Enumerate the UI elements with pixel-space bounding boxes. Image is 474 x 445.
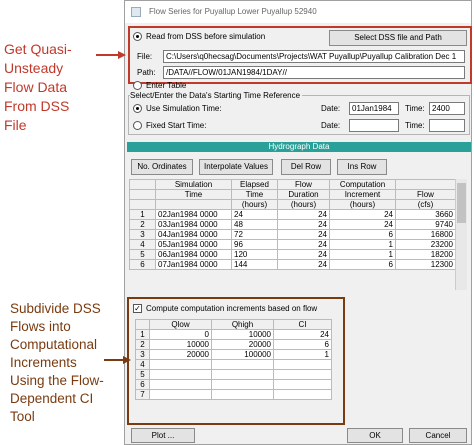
col-header: (cfs) [396, 200, 456, 210]
title-bar [125, 1, 471, 23]
date-field[interactable]: 01Jan1984 [349, 102, 399, 115]
qlow-cell[interactable] [150, 380, 212, 390]
ci-row[interactable] [136, 340, 332, 350]
col-header: Simulation [156, 180, 232, 190]
col-header: Time [232, 190, 278, 200]
flow-cell[interactable]: 18200 [396, 250, 456, 260]
ci-row[interactable] [136, 390, 332, 400]
col-header: Flow [396, 190, 456, 200]
read-dss-label: Read from DSS before simulation [146, 32, 266, 41]
col-header [396, 180, 456, 190]
ci-row[interactable] [136, 330, 332, 340]
col-header: Qhigh [212, 320, 274, 330]
flow-cell[interactable]: 3660 [396, 210, 456, 220]
callout-line: From DSS [4, 98, 70, 114]
row-header: 2 [130, 220, 156, 230]
qhigh-cell[interactable] [212, 360, 274, 370]
callout-line: Computational [10, 337, 98, 352]
callout-line: Subdivide DSS [10, 301, 101, 316]
header-row-3 [130, 200, 456, 210]
col-header: Duration [278, 190, 330, 200]
ci-cell[interactable]: 24 [274, 330, 332, 340]
use-sim-time-radio[interactable] [133, 104, 142, 113]
elapsed-cell[interactable]: 120 [232, 250, 278, 260]
ok-button[interactable]: OK [347, 428, 403, 443]
interpolate-values-button[interactable]: Interpolate Values [199, 159, 273, 175]
qlow-cell[interactable] [150, 360, 212, 370]
increment-cell[interactable]: 1 [330, 240, 396, 250]
duration-cell[interactable]: 24 [278, 240, 330, 250]
col-header [156, 200, 232, 210]
fixed-start-label: Fixed Start Time: [146, 121, 207, 130]
ci-cell[interactable]: 1 [274, 350, 332, 360]
time2-label: Time: [405, 121, 425, 130]
date-label: Date: [321, 104, 341, 113]
col-header: (hours) [278, 200, 330, 210]
callout-ci-tool [10, 300, 104, 426]
flow-cell[interactable]: 9740 [396, 220, 456, 230]
sim-time-cell[interactable]: 06Jan1984 0000 [156, 250, 232, 260]
header-row-2 [130, 190, 456, 200]
corner-cell [130, 200, 156, 210]
qhigh-cell[interactable] [212, 380, 274, 390]
qlow-cell[interactable]: 0 [150, 330, 212, 340]
qhigh-cell[interactable] [212, 370, 274, 380]
duration-cell[interactable]: 24 [278, 210, 330, 220]
corner-cell [130, 180, 156, 190]
scrollbar-thumb[interactable] [457, 183, 466, 223]
increment-cell[interactable]: 6 [330, 260, 396, 270]
qhigh-cell[interactable]: 20000 [212, 340, 274, 350]
sim-time-cell[interactable]: 04Jan1984 0000 [156, 230, 232, 240]
flow-cell[interactable]: 12300 [396, 260, 456, 270]
qlow-cell[interactable] [150, 370, 212, 380]
compute-ci-label: Compute computation increments based on flow [146, 304, 318, 313]
table-row[interactable] [130, 240, 456, 250]
sim-time-cell[interactable]: 05Jan1984 0000 [156, 240, 232, 250]
enter-table-radio[interactable] [133, 81, 142, 90]
fixed-start-radio[interactable] [133, 121, 142, 130]
row-header: 1 [136, 330, 150, 340]
col-header: Qlow [150, 320, 212, 330]
qhigh-cell[interactable]: 100000 [212, 350, 274, 360]
table-row[interactable] [130, 220, 456, 230]
col-header: Time [156, 190, 232, 200]
flow-series-dialog [124, 0, 472, 445]
row-header: 3 [130, 230, 156, 240]
ci-cell[interactable]: 6 [274, 340, 332, 350]
time-reference-label: Select/Enter the Data's Starting Time Reference [130, 91, 301, 100]
cancel-button[interactable]: Cancel [409, 428, 467, 443]
row-header: 2 [136, 340, 150, 350]
qlow-cell[interactable]: 10000 [150, 340, 212, 350]
elapsed-cell[interactable]: 96 [232, 240, 278, 250]
elapsed-cell[interactable]: 72 [232, 230, 278, 240]
hydrograph-scrollbar[interactable] [455, 179, 467, 290]
callout-line: Dependent CI [10, 391, 94, 406]
elapsed-cell[interactable]: 144 [232, 260, 278, 270]
sim-time-cell[interactable]: 03Jan1984 0000 [156, 220, 232, 230]
col-header: Elapsed [232, 180, 278, 190]
sim-time-cell[interactable]: 02Jan1984 0000 [156, 210, 232, 220]
ins-row-button[interactable]: Ins Row [337, 159, 387, 175]
increment-cell[interactable]: 6 [330, 230, 396, 240]
row-header: 5 [130, 250, 156, 260]
qlow-cell[interactable] [150, 390, 212, 400]
qlow-cell[interactable]: 20000 [150, 350, 212, 360]
row-header: 6 [136, 380, 150, 390]
flow-cell[interactable]: 23200 [396, 240, 456, 250]
row-header: 5 [136, 370, 150, 380]
fixed-date-field[interactable] [349, 119, 399, 132]
del-row-button[interactable]: Del Row [281, 159, 331, 175]
duration-cell[interactable]: 24 [278, 260, 330, 270]
callout-dss-read [4, 40, 72, 135]
time-field[interactable]: 2400 [429, 102, 465, 115]
header-row-1 [130, 180, 456, 190]
col-header: (hours) [232, 200, 278, 210]
elapsed-cell[interactable]: 48 [232, 220, 278, 230]
duration-cell[interactable]: 24 [278, 250, 330, 260]
callout-line: Tool [10, 409, 35, 424]
ci-cell[interactable] [274, 370, 332, 380]
use-sim-time-label: Use Simulation Time: [146, 104, 222, 113]
ci-header-row [136, 320, 332, 330]
ci-cell[interactable] [274, 380, 332, 390]
dss-path-field[interactable]: /DATA//FLOW/01JAN1984/1DAY// [163, 66, 465, 79]
compute-ci-checkbox[interactable]: ✓ [134, 304, 141, 313]
sim-time-cell[interactable]: 07Jan1984 0000 [156, 260, 232, 270]
duration-cell[interactable]: 24 [278, 230, 330, 240]
ci-cell[interactable] [274, 360, 332, 370]
enter-table-label: Enter Table [146, 81, 187, 90]
col-header: CI [274, 320, 332, 330]
callout-line: Increments [10, 355, 77, 370]
select-dss-button[interactable]: Select DSS file and Path [329, 30, 467, 46]
qhigh-cell[interactable] [212, 390, 274, 400]
no-ordinates-button[interactable]: No. Ordinates [131, 159, 193, 175]
row-header: 7 [136, 390, 150, 400]
col-header: Increment [330, 190, 396, 200]
dss-file-field[interactable]: C:\Users\q0hecsag\Documents\Projects\WAT Puyallup\Puyallup Calibration Dec 1 [163, 50, 465, 63]
elapsed-cell[interactable]: 24 [232, 210, 278, 220]
callout-line: Flows into [10, 319, 71, 334]
window-title: Flow Series for Puyallup Lower Puyallup 52940 [149, 7, 317, 16]
read-dss-radio[interactable] [133, 32, 142, 41]
time-label: Time: [405, 104, 425, 113]
corner-cell [136, 320, 150, 330]
flow-cell[interactable]: 16800 [396, 230, 456, 240]
callout-line: Using the Flow- [10, 373, 104, 388]
hydrograph-table [129, 179, 456, 270]
ci-row[interactable] [136, 380, 332, 390]
date2-label: Date: [321, 121, 341, 130]
table-row[interactable] [130, 260, 456, 270]
increment-cell[interactable]: 24 [330, 220, 396, 230]
callout-line: Unsteady [4, 60, 64, 76]
row-header: 6 [130, 260, 156, 270]
callout-line: Flow Data [4, 79, 68, 95]
col-header: Computation [330, 180, 396, 190]
ci-table [135, 319, 332, 400]
ci-row[interactable] [136, 360, 332, 370]
callout-line: File [4, 117, 27, 133]
table-row[interactable] [130, 230, 456, 240]
ci-row[interactable] [136, 370, 332, 380]
path-label: Path: [137, 68, 156, 77]
increment-cell[interactable]: 24 [330, 210, 396, 220]
table-row[interactable] [130, 210, 456, 220]
row-header: 1 [130, 210, 156, 220]
callout-line: Get Quasi- [4, 41, 72, 57]
increment-cell[interactable]: 1 [330, 250, 396, 260]
plot-button[interactable]: Plot ... [131, 428, 195, 443]
corner-cell [130, 190, 156, 200]
qhigh-cell[interactable]: 10000 [212, 330, 274, 340]
table-row[interactable] [130, 250, 456, 260]
ci-row[interactable] [136, 350, 332, 360]
col-header: Flow [278, 180, 330, 190]
col-header: (hours) [330, 200, 396, 210]
row-header: 3 [136, 350, 150, 360]
row-header: 4 [130, 240, 156, 250]
window-icon [131, 7, 141, 17]
row-header: 4 [136, 360, 150, 370]
fixed-time-field[interactable] [429, 119, 465, 132]
duration-cell[interactable]: 24 [278, 220, 330, 230]
file-label: File: [137, 52, 153, 61]
hydrograph-data-bar: Hydrograph Data [127, 142, 471, 152]
ci-cell[interactable] [274, 390, 332, 400]
